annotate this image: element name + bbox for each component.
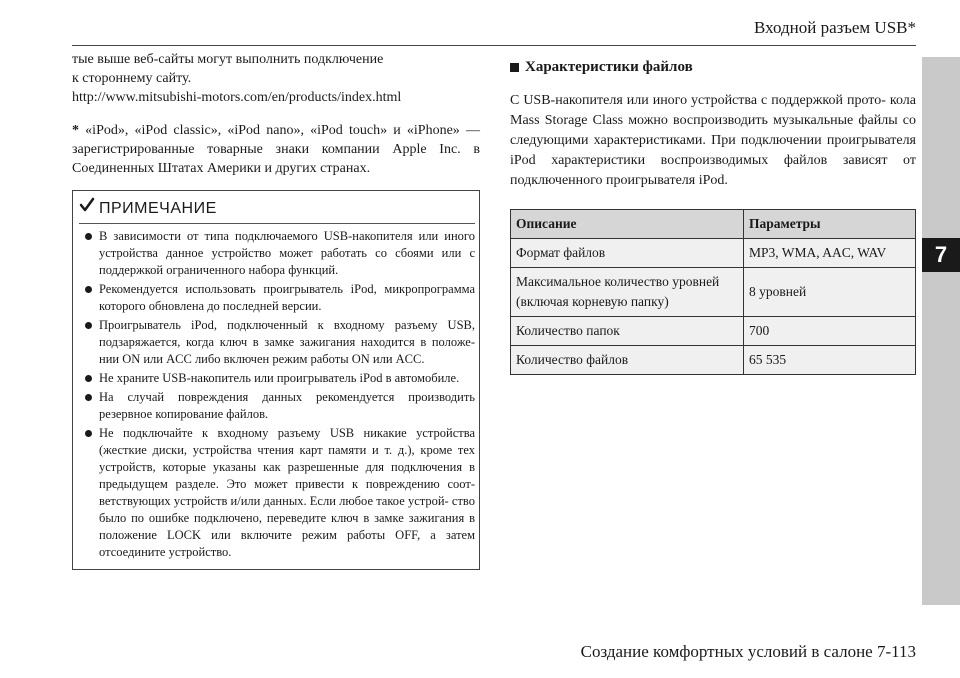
note-item-text: На случай повреждения данных рекомендуется производить резервное копирование файлов.: [99, 390, 475, 421]
bullet-icon: [85, 430, 92, 437]
note-header: [79, 197, 475, 224]
header-rule: [72, 45, 916, 46]
trademark-paragraph: [72, 121, 480, 178]
trademark-text: «iPod», «iPod classic», «iPod nano», «iPod touch» и «iPhone» — зарегистрированные товарные знаки компании Apple Inc. в Соединенных Штатах Америки и других странах.: [72, 123, 480, 176]
chapter-number-tab: 7: [922, 238, 960, 272]
table-row: [511, 239, 916, 268]
trademark-star: *: [72, 123, 79, 138]
left-column: [72, 50, 480, 570]
check-icon: [79, 197, 95, 219]
intro-line: тые выше веб-сайты могут выполнить подключение: [72, 52, 384, 67]
table-header-row: [511, 210, 916, 239]
section-heading: [510, 57, 916, 77]
table-cell: 8 уровней: [744, 268, 916, 317]
note-item: [79, 389, 475, 423]
file-specs-table: [510, 209, 916, 375]
note-item-text: Проигрыватель iPod, подключенный к входному разъему USB, подзаряжается, когда ключ в замке зажигания находится в положе- нии ON или ACC либо включен режим работы ON или ACC.: [99, 318, 475, 366]
table-cell: Количество папок: [511, 317, 744, 346]
section-title: Характеристики файлов: [525, 59, 693, 75]
table-cell: MP3, WMA, AAC, WAV: [744, 239, 916, 268]
bullet-icon: [85, 233, 92, 240]
note-item: [79, 370, 475, 387]
section-text: С USB-накопителя или иного устройства с поддержкой прото- кола Mass Storage Class можно воспроизводить музыкальные файлы со следующими характеристиками. При подключении проигрывателя iPod характеристики воспроизводимых файлов зависят от подключенного проигрывателя iPod.: [510, 93, 916, 188]
right-column: [510, 57, 916, 375]
note-item: [79, 228, 475, 279]
table-header-cell: Параметры: [744, 210, 916, 239]
note-item-text: В зависимости от типа подключаемого USB-накопителя или иного устройства данное устройство может работать со сбоями или с поддержкой ограниченного набора функций.: [99, 229, 475, 277]
note-item: [79, 317, 475, 368]
note-item-text: Не храните USB-накопитель или проигрыватель iPod в автомобиле.: [99, 371, 460, 385]
note-box: [72, 190, 480, 570]
intro-url: http://www.mitsubishi-motors.com/en/products/index.html: [72, 90, 402, 105]
intro-line: к стороннему сайту.: [72, 71, 192, 86]
table-cell: Максимальное количество уровней (включая корневую папку): [511, 268, 744, 317]
page-footer: Создание комфортных условий в салоне 7-113: [580, 642, 916, 661]
bullet-icon: [85, 375, 92, 382]
note-item-text: Не подключайте к входному разъему USB никакие устройства (жесткие диски, устройства чтения карт памяти и т. д.), кроме тех устройств, которые указаны как разрешенные для подключения в предыдущем разделе. Это может привести к повреждению соот- ветствующих устройств и/или данных. Если любое такое устрой- ство было по ошибке подключено, переведите ключ в замке зажигания в положение LOCK или включите режим работы OFF, а затем отсоедините устройство.: [99, 426, 475, 559]
note-title: ПРИМЕЧАНИЕ: [99, 199, 217, 217]
bullet-icon: [85, 286, 92, 293]
note-list: [79, 228, 475, 561]
note-item: [79, 281, 475, 315]
table-row: [511, 346, 916, 375]
table-header-cell: Описание: [511, 210, 744, 239]
table-cell: 700: [744, 317, 916, 346]
note-item: [79, 425, 475, 561]
table-row: [511, 268, 916, 317]
bullet-icon: [85, 394, 92, 401]
bullet-icon: [85, 322, 92, 329]
square-bullet-icon: [510, 63, 519, 72]
page-header-title: Входной разъем USB*: [754, 18, 916, 37]
table-row: [511, 317, 916, 346]
table-cell: Количество файлов: [511, 346, 744, 375]
note-item-text: Рекомендуется использовать проигрыватель iPod, микропрограмма которого обновлена до последней версии.: [99, 282, 475, 313]
table-cell: Формат файлов: [511, 239, 744, 268]
side-tab-bar: [922, 57, 960, 605]
table-cell: 65 535: [744, 346, 916, 375]
